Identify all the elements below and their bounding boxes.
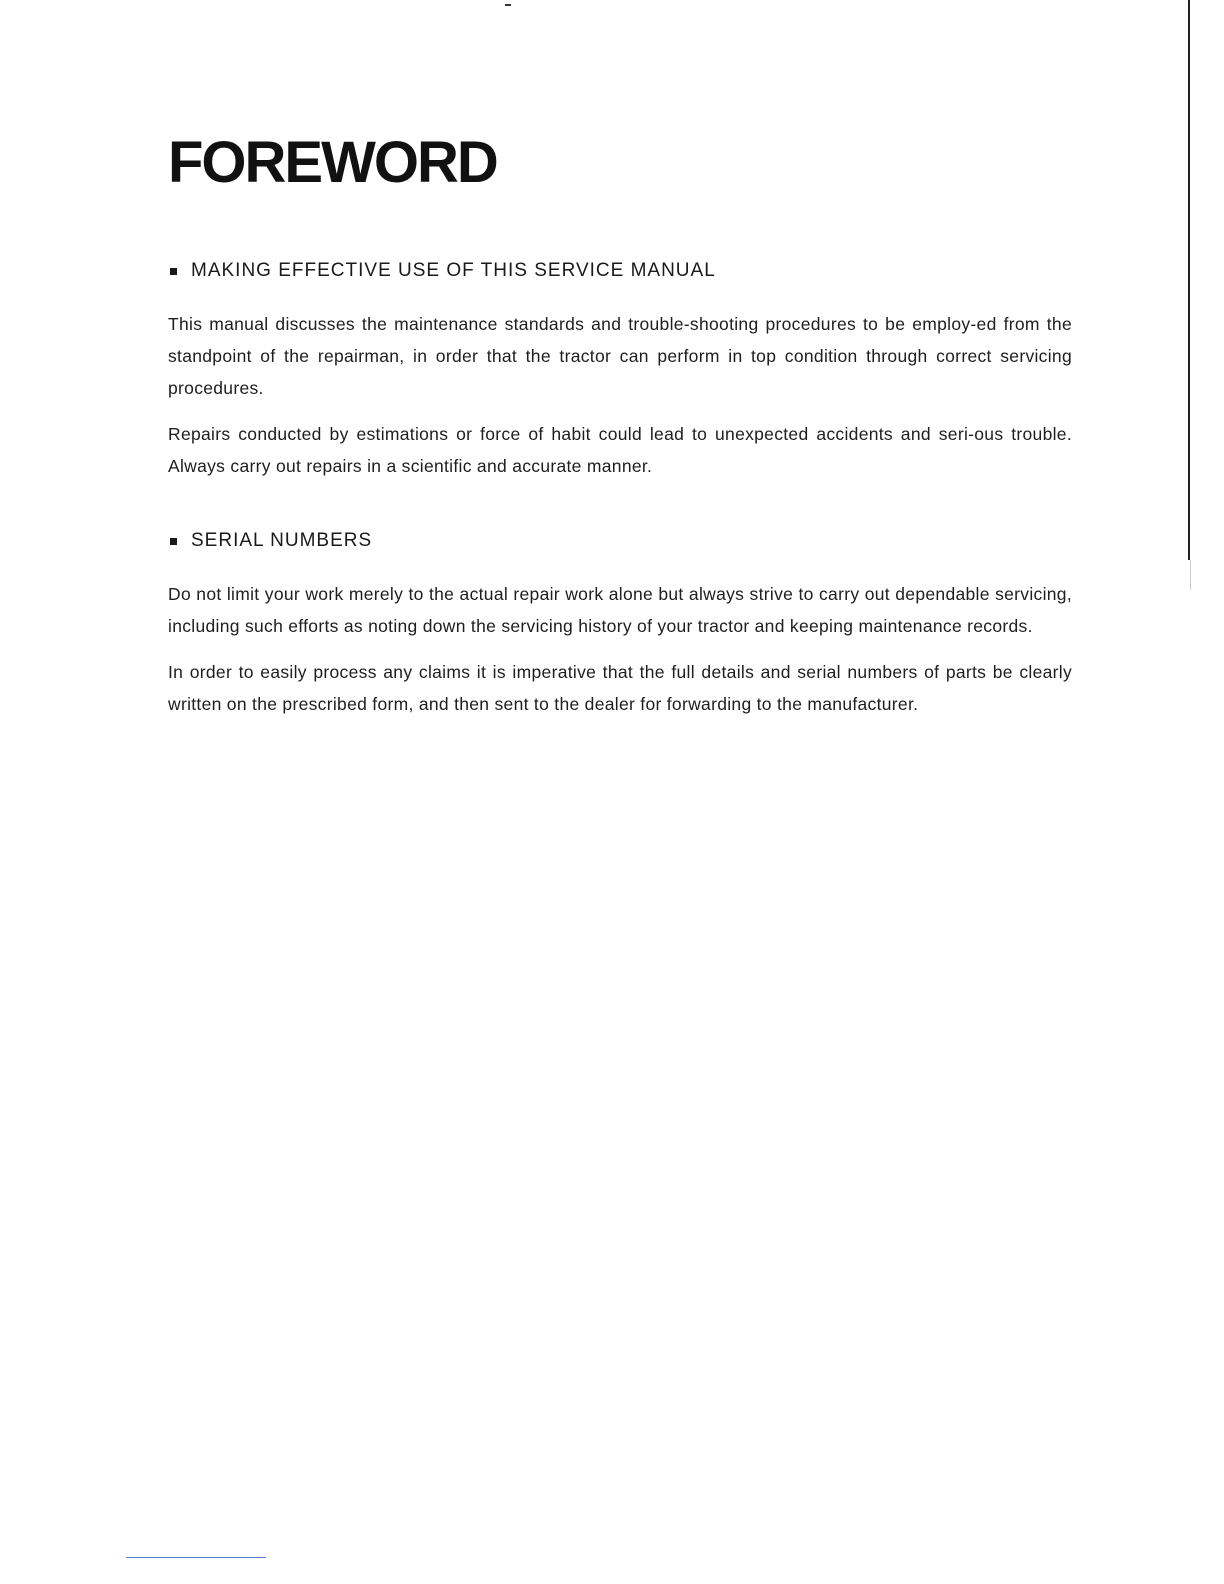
scan-edge-line [1188, 0, 1190, 560]
section-effective-use [168, 258, 1072, 496]
paragraph: In order to easily process any claims it is imperative that the full details and serial numbers of parts be clearly written on the prescribed form, and then sent to the dealer for forwarding to the manufacturer. [168, 662, 1072, 714]
section-heading-text: MAKING EFFECTIVE USE OF THIS SERVICE MANUAL [191, 260, 716, 281]
paragraph: Do not limit your work merely to the actual repair work alone but always strive to carry out dependable servicing, including such efforts as noting down the servicing history of your tractor and keeping maintenance records. [168, 584, 1072, 636]
scan-edge-line-faint [1190, 560, 1191, 590]
footer-rule [126, 1557, 266, 1558]
bullet-icon [170, 268, 177, 275]
page-title: FOREWORD [168, 130, 497, 195]
section-heading [168, 258, 1072, 284]
section-serial-numbers [168, 528, 1072, 734]
bullet-icon [170, 538, 177, 545]
section-heading [168, 528, 1072, 554]
scan-mark [505, 4, 511, 6]
paragraph: Repairs conducted by estimations or force of habit could lead to unexpected accidents and seri-ous trouble. Always carry out repairs in a scientific and accurate manner. [168, 424, 1072, 476]
section-heading-text: SERIAL NUMBERS [191, 530, 373, 551]
paragraph: This manual discusses the maintenance standards and trouble-shooting procedures to be employ-ed from the standpoint of the repairman, in order that the tractor can perform in top condition through correct servicing procedures. [168, 314, 1072, 398]
